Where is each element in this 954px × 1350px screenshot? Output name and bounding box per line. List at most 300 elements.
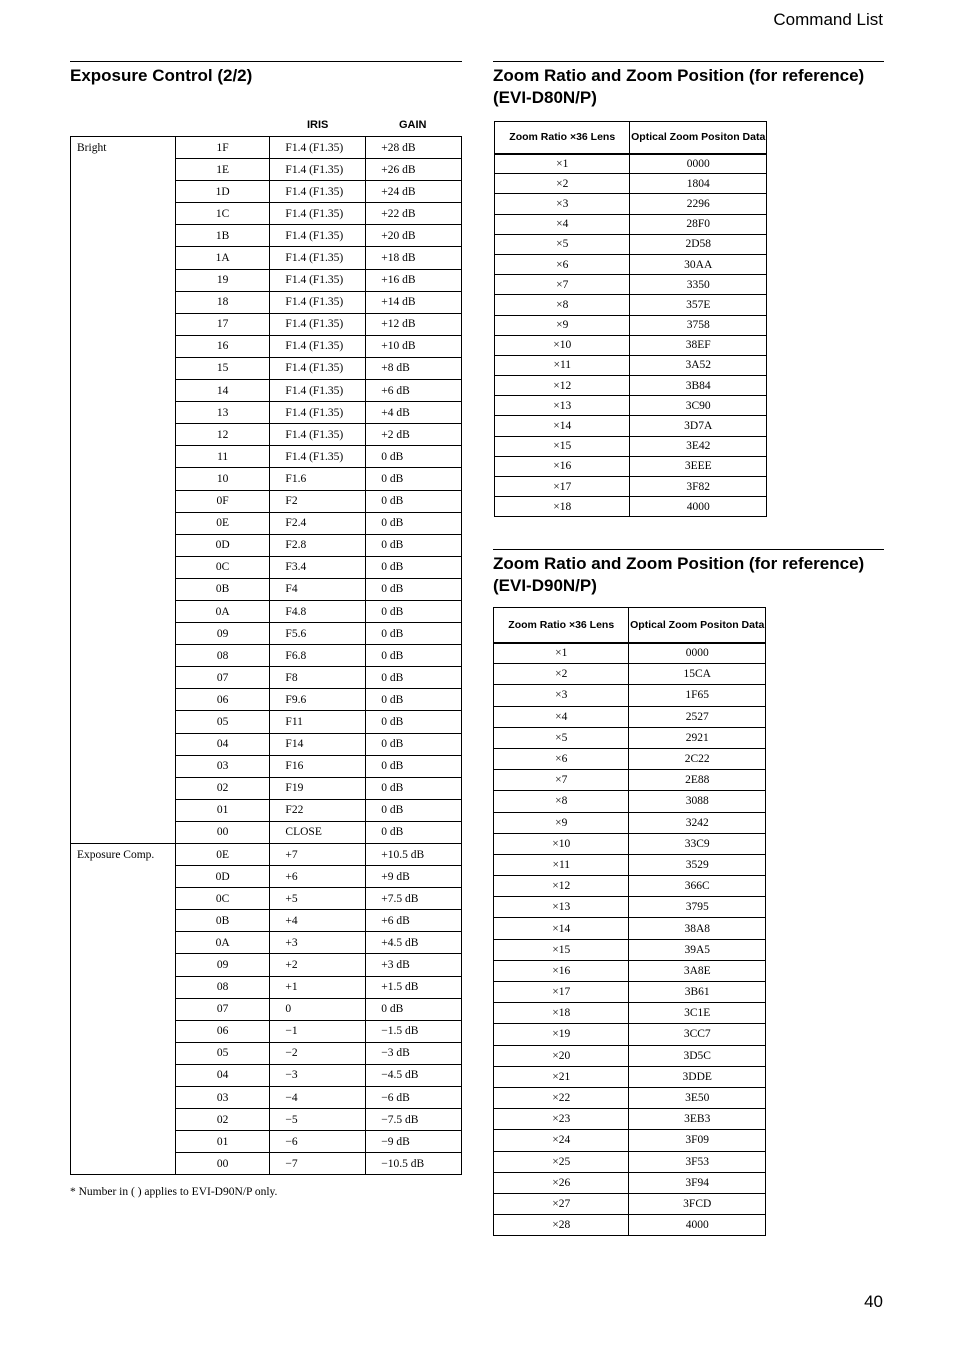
cell-zoom-data: 3F82 bbox=[630, 477, 767, 497]
cell-zoom-ratio: ×1 bbox=[494, 643, 629, 664]
cell-iris: F8 bbox=[270, 667, 366, 689]
cell-gain: 0 dB bbox=[366, 623, 462, 645]
cell-gain: 0 dB bbox=[366, 667, 462, 689]
cell-zoom-data: 4000 bbox=[629, 1215, 766, 1236]
table-row bbox=[494, 643, 766, 664]
cell-code: 07 bbox=[175, 998, 270, 1020]
cell-zoom-data: 357E bbox=[630, 295, 767, 315]
cell-gain: +16 dB bbox=[366, 269, 462, 291]
cell-code: 16 bbox=[175, 335, 270, 357]
group-label: Exposure Comp. bbox=[71, 844, 176, 1175]
table-row bbox=[494, 727, 766, 748]
cell-code: 09 bbox=[175, 954, 270, 976]
cell-code: 11 bbox=[175, 446, 270, 468]
group-label: Bright bbox=[71, 137, 176, 844]
cell-zoom-ratio: ×24 bbox=[494, 1130, 629, 1151]
table-row bbox=[494, 812, 766, 833]
cell-gain: −7.5 dB bbox=[366, 1109, 462, 1131]
table-row bbox=[495, 295, 767, 315]
cell-iris: +6 bbox=[270, 866, 366, 888]
table-row bbox=[71, 844, 462, 866]
table-row bbox=[494, 960, 766, 981]
cell-zoom-data: 3D5C bbox=[629, 1045, 766, 1066]
zoom-d90-section bbox=[493, 549, 884, 597]
cell-iris: F1.6 bbox=[270, 468, 366, 490]
cell-zoom-ratio: ×15 bbox=[495, 436, 630, 456]
cell-code: 0C bbox=[175, 556, 270, 578]
cell-zoom-ratio: ×12 bbox=[494, 876, 629, 897]
cell-zoom-data: 38A8 bbox=[629, 918, 766, 939]
cell-zoom-data: 3795 bbox=[629, 897, 766, 918]
cell-zoom-ratio: ×7 bbox=[494, 770, 629, 791]
cell-zoom-ratio: ×2 bbox=[494, 664, 629, 685]
table-row bbox=[495, 396, 767, 416]
cell-zoom-ratio: ×4 bbox=[494, 706, 629, 727]
table-row bbox=[495, 194, 767, 214]
cell-code: 13 bbox=[175, 402, 270, 424]
cell-zoom-ratio: ×10 bbox=[495, 335, 630, 355]
cell-zoom-ratio: ×4 bbox=[495, 214, 630, 234]
cell-gain: +10.5 dB bbox=[366, 844, 462, 866]
cell-gain: 0 dB bbox=[366, 733, 462, 755]
table-row bbox=[494, 1109, 766, 1130]
cell-zoom-data: 3350 bbox=[630, 275, 767, 295]
cell-zoom-ratio: ×1 bbox=[495, 154, 630, 174]
table-row bbox=[494, 854, 766, 875]
cell-code: 0A bbox=[175, 932, 270, 954]
cell-zoom-ratio: ×13 bbox=[494, 897, 629, 918]
cell-code: 19 bbox=[175, 269, 270, 291]
table-row bbox=[495, 214, 767, 234]
cell-iris: +3 bbox=[270, 932, 366, 954]
cell-zoom-ratio: ×20 bbox=[494, 1045, 629, 1066]
exposure-table bbox=[70, 136, 462, 1175]
table-row bbox=[494, 833, 766, 854]
cell-zoom-data: 1F65 bbox=[629, 685, 766, 706]
table-row bbox=[494, 1066, 766, 1087]
table-row bbox=[495, 416, 767, 436]
cell-zoom-ratio: ×16 bbox=[494, 960, 629, 981]
table-row bbox=[494, 1003, 766, 1024]
exposure-section bbox=[70, 61, 462, 87]
exposure-title: Exposure Control (2/2) bbox=[70, 66, 253, 85]
cell-code: 15 bbox=[175, 357, 270, 379]
cell-iris: F1.4 (F1.35) bbox=[270, 335, 366, 357]
cell-gain: +26 dB bbox=[366, 159, 462, 181]
cell-code: 1A bbox=[175, 247, 270, 269]
cell-code: 0B bbox=[175, 910, 270, 932]
cell-zoom-ratio: ×3 bbox=[495, 194, 630, 214]
cell-iris: −3 bbox=[270, 1064, 366, 1086]
cell-zoom-data: 2C22 bbox=[629, 748, 766, 769]
header-title: Command List bbox=[773, 10, 883, 29]
table-row bbox=[494, 685, 766, 706]
table-row bbox=[494, 1045, 766, 1066]
cell-zoom-data: 1804 bbox=[630, 174, 767, 194]
cell-zoom-ratio: ×21 bbox=[494, 1066, 629, 1087]
cell-zoom-ratio: ×3 bbox=[494, 685, 629, 706]
cell-iris: F1.4 (F1.35) bbox=[270, 380, 366, 402]
cell-zoom-data: 15CA bbox=[629, 664, 766, 685]
table-row bbox=[494, 791, 766, 812]
table-row bbox=[494, 1087, 766, 1108]
cell-gain: 0 dB bbox=[366, 600, 462, 622]
cell-iris: F1.4 (F1.35) bbox=[270, 446, 366, 468]
table-row bbox=[494, 770, 766, 791]
cell-code: 00 bbox=[175, 1153, 270, 1175]
cell-gain: 0 dB bbox=[366, 468, 462, 490]
cell-zoom-data: 2921 bbox=[629, 727, 766, 748]
zoom-d90-table bbox=[493, 607, 766, 1236]
cell-zoom-ratio: ×15 bbox=[494, 939, 629, 960]
footnote: * Number in ( ) applies to EVI-D90N/P only. bbox=[70, 1186, 278, 1198]
cell-iris: −5 bbox=[270, 1109, 366, 1131]
cell-code: 01 bbox=[175, 799, 270, 821]
table-row bbox=[494, 1151, 766, 1172]
cell-zoom-data: 3529 bbox=[629, 854, 766, 875]
table-row bbox=[494, 982, 766, 1003]
cell-gain: 0 dB bbox=[366, 645, 462, 667]
cell-iris: F4 bbox=[270, 578, 366, 600]
cell-iris: F4.8 bbox=[270, 600, 366, 622]
cell-code: 1F bbox=[175, 137, 270, 159]
zoom-d80-section bbox=[493, 61, 884, 109]
table-row bbox=[494, 706, 766, 727]
cell-code: 08 bbox=[175, 976, 270, 998]
cell-iris: +4 bbox=[270, 910, 366, 932]
cell-zoom-ratio: ×5 bbox=[494, 727, 629, 748]
cell-zoom-data: 33C9 bbox=[629, 833, 766, 854]
cell-zoom-ratio: ×8 bbox=[494, 791, 629, 812]
table-row bbox=[495, 254, 767, 274]
cell-gain: +18 dB bbox=[366, 247, 462, 269]
cell-iris: CLOSE bbox=[270, 821, 366, 843]
cell-gain: +1.5 dB bbox=[366, 976, 462, 998]
cell-iris: F1.4 (F1.35) bbox=[270, 159, 366, 181]
table-row bbox=[494, 1215, 766, 1236]
cell-zoom-ratio: ×23 bbox=[494, 1109, 629, 1130]
table-row bbox=[495, 234, 767, 254]
cell-zoom-ratio: ×17 bbox=[494, 982, 629, 1003]
cell-code: 0D bbox=[175, 534, 270, 556]
cell-gain: 0 dB bbox=[366, 556, 462, 578]
cell-zoom-data: 3EEE bbox=[630, 456, 767, 476]
cell-zoom-ratio: ×14 bbox=[495, 416, 630, 436]
cell-zoom-data: 3EB3 bbox=[629, 1109, 766, 1130]
table-row bbox=[494, 897, 766, 918]
table-row bbox=[495, 376, 767, 396]
cell-gain: 0 dB bbox=[366, 490, 462, 512]
table-row bbox=[495, 275, 767, 295]
zoom-d80-col-data: Optical Zoom Positon Data bbox=[630, 122, 767, 154]
cell-zoom-data: 3C90 bbox=[630, 396, 767, 416]
cell-iris: −6 bbox=[270, 1131, 366, 1153]
cell-zoom-ratio: ×11 bbox=[495, 355, 630, 375]
table-row bbox=[494, 939, 766, 960]
cell-iris: F6.8 bbox=[270, 645, 366, 667]
cell-zoom-data: 3E50 bbox=[629, 1087, 766, 1108]
cell-code: 14 bbox=[175, 380, 270, 402]
cell-code: 01 bbox=[175, 1131, 270, 1153]
cell-iris: +2 bbox=[270, 954, 366, 976]
cell-gain: 0 dB bbox=[366, 711, 462, 733]
cell-gain: −10.5 dB bbox=[366, 1153, 462, 1175]
cell-zoom-ratio: ×5 bbox=[495, 234, 630, 254]
cell-zoom-ratio: ×9 bbox=[495, 315, 630, 335]
cell-zoom-data: 3F94 bbox=[629, 1172, 766, 1193]
cell-code: 03 bbox=[175, 755, 270, 777]
cell-gain: +8 dB bbox=[366, 357, 462, 379]
zoom-d90-col-data: Optical Zoom Positon Data bbox=[629, 608, 766, 643]
zoom-d80-table bbox=[494, 121, 767, 517]
cell-iris: −1 bbox=[270, 1020, 366, 1042]
cell-zoom-data: 3CC7 bbox=[629, 1024, 766, 1045]
cell-zoom-ratio: ×2 bbox=[495, 174, 630, 194]
cell-zoom-data: 3DDE bbox=[629, 1066, 766, 1087]
cell-code: 17 bbox=[175, 313, 270, 335]
cell-zoom-data: 3FCD bbox=[629, 1193, 766, 1214]
cell-code: 05 bbox=[175, 1042, 270, 1064]
cell-iris: F1.4 (F1.35) bbox=[270, 137, 366, 159]
cell-zoom-ratio: ×8 bbox=[495, 295, 630, 315]
cell-iris: F14 bbox=[270, 733, 366, 755]
cell-zoom-data: 3C1E bbox=[629, 1003, 766, 1024]
cell-iris: +7 bbox=[270, 844, 366, 866]
cell-gain: 0 dB bbox=[366, 777, 462, 799]
cell-code: 1C bbox=[175, 203, 270, 225]
table-row bbox=[495, 456, 767, 476]
cell-gain: −1.5 dB bbox=[366, 1020, 462, 1042]
cell-iris: +5 bbox=[270, 888, 366, 910]
table-row bbox=[494, 1193, 766, 1214]
table-row bbox=[494, 1130, 766, 1151]
cell-zoom-ratio: ×27 bbox=[494, 1193, 629, 1214]
table-row bbox=[495, 477, 767, 497]
cell-code: 02 bbox=[175, 1109, 270, 1131]
table-row bbox=[495, 315, 767, 335]
cell-zoom-ratio: ×25 bbox=[494, 1151, 629, 1172]
cell-gain: +4 dB bbox=[366, 402, 462, 424]
cell-zoom-ratio: ×18 bbox=[495, 497, 630, 517]
zoom-d90-title: Zoom Ratio and Zoom Position (for reference) (EVI-D90N/P) bbox=[493, 554, 865, 595]
cell-zoom-data: 3B84 bbox=[630, 376, 767, 396]
table-row bbox=[495, 497, 767, 517]
table-row bbox=[494, 1172, 766, 1193]
cell-gain: +3 dB bbox=[366, 954, 462, 976]
cell-zoom-data: 38EF bbox=[630, 335, 767, 355]
table-row bbox=[494, 918, 766, 939]
cell-gain: 0 dB bbox=[366, 998, 462, 1020]
cell-zoom-ratio: ×7 bbox=[495, 275, 630, 295]
zoom-d80-col-ratio: Zoom Ratio ×36 Lens bbox=[495, 122, 630, 154]
cell-code: 09 bbox=[175, 623, 270, 645]
cell-gain: +28 dB bbox=[366, 137, 462, 159]
cell-code: 06 bbox=[175, 689, 270, 711]
cell-zoom-ratio: ×10 bbox=[494, 833, 629, 854]
cell-iris: F1.4 (F1.35) bbox=[270, 203, 366, 225]
cell-gain: +20 dB bbox=[366, 225, 462, 247]
cell-zoom-data: 3F09 bbox=[629, 1130, 766, 1151]
cell-iris: 0 bbox=[270, 998, 366, 1020]
cell-code: 03 bbox=[175, 1087, 270, 1109]
cell-zoom-ratio: ×9 bbox=[494, 812, 629, 833]
cell-zoom-ratio: ×19 bbox=[494, 1024, 629, 1045]
cell-zoom-ratio: ×22 bbox=[494, 1087, 629, 1108]
cell-gain: 0 dB bbox=[366, 446, 462, 468]
table-row bbox=[495, 174, 767, 194]
cell-code: 07 bbox=[175, 667, 270, 689]
table-row bbox=[495, 355, 767, 375]
cell-iris: F16 bbox=[270, 755, 366, 777]
cell-iris: F19 bbox=[270, 777, 366, 799]
table-row bbox=[71, 137, 462, 159]
cell-iris: F1.4 (F1.35) bbox=[270, 269, 366, 291]
col-header-gain: GAIN bbox=[399, 119, 427, 131]
cell-iris: F2 bbox=[270, 490, 366, 512]
cell-zoom-data: 30AA bbox=[630, 254, 767, 274]
cell-zoom-ratio: ×18 bbox=[494, 1003, 629, 1024]
cell-zoom-data: 2296 bbox=[630, 194, 767, 214]
cell-zoom-ratio: ×6 bbox=[495, 254, 630, 274]
cell-zoom-ratio: ×11 bbox=[494, 854, 629, 875]
cell-code: 1D bbox=[175, 181, 270, 203]
cell-gain: 0 dB bbox=[366, 512, 462, 534]
cell-code: 0B bbox=[175, 578, 270, 600]
cell-zoom-ratio: ×13 bbox=[495, 396, 630, 416]
cell-code: 00 bbox=[175, 821, 270, 843]
cell-iris: F5.6 bbox=[270, 623, 366, 645]
cell-gain: −6 dB bbox=[366, 1087, 462, 1109]
col-header-iris: IRIS bbox=[307, 119, 329, 131]
cell-zoom-data: 3B61 bbox=[629, 982, 766, 1003]
table-row bbox=[495, 154, 767, 174]
cell-gain: 0 dB bbox=[366, 578, 462, 600]
cell-iris: F3.4 bbox=[270, 556, 366, 578]
cell-iris: −7 bbox=[270, 1153, 366, 1175]
cell-gain: +2 dB bbox=[366, 424, 462, 446]
cell-zoom-data: 3D7A bbox=[630, 416, 767, 436]
cell-gain: +6 dB bbox=[366, 380, 462, 402]
cell-zoom-data: 2E88 bbox=[629, 770, 766, 791]
cell-code: 0E bbox=[175, 512, 270, 534]
cell-zoom-data: 3758 bbox=[630, 315, 767, 335]
cell-code: 1B bbox=[175, 225, 270, 247]
cell-gain: −9 dB bbox=[366, 1131, 462, 1153]
cell-iris: F1.4 (F1.35) bbox=[270, 291, 366, 313]
cell-zoom-ratio: ×16 bbox=[495, 456, 630, 476]
cell-gain: +22 dB bbox=[366, 203, 462, 225]
cell-gain: 0 dB bbox=[366, 799, 462, 821]
table-row bbox=[494, 1024, 766, 1045]
zoom-d80-title: Zoom Ratio and Zoom Position (for reference) (EVI-D80N/P) bbox=[493, 66, 865, 107]
cell-gain: −3 dB bbox=[366, 1042, 462, 1064]
zoom-d90-col-ratio: Zoom Ratio ×36 Lens bbox=[494, 608, 629, 643]
cell-code: 04 bbox=[175, 733, 270, 755]
cell-zoom-data: 2D58 bbox=[630, 234, 767, 254]
cell-iris: −2 bbox=[270, 1042, 366, 1064]
cell-iris: F1.4 (F1.35) bbox=[270, 357, 366, 379]
cell-iris: F9.6 bbox=[270, 689, 366, 711]
cell-iris: −4 bbox=[270, 1087, 366, 1109]
cell-iris: +1 bbox=[270, 976, 366, 998]
table-row bbox=[494, 748, 766, 769]
cell-iris: F1.4 (F1.35) bbox=[270, 247, 366, 269]
table-row bbox=[494, 876, 766, 897]
cell-iris: F1.4 (F1.35) bbox=[270, 181, 366, 203]
table-row bbox=[494, 664, 766, 685]
cell-code: 0D bbox=[175, 866, 270, 888]
cell-iris: F1.4 (F1.35) bbox=[270, 424, 366, 446]
cell-iris: F1.4 (F1.35) bbox=[270, 402, 366, 424]
cell-gain: +12 dB bbox=[366, 313, 462, 335]
cell-zoom-data: 39A5 bbox=[629, 939, 766, 960]
cell-zoom-ratio: ×12 bbox=[495, 376, 630, 396]
cell-code: 08 bbox=[175, 645, 270, 667]
cell-gain: +14 dB bbox=[366, 291, 462, 313]
cell-gain: 0 dB bbox=[366, 689, 462, 711]
cell-iris: F22 bbox=[270, 799, 366, 821]
cell-gain: +24 dB bbox=[366, 181, 462, 203]
cell-zoom-data: 3A8E bbox=[629, 960, 766, 981]
cell-iris: F2.4 bbox=[270, 512, 366, 534]
cell-code: 1E bbox=[175, 159, 270, 181]
cell-zoom-data: 0000 bbox=[630, 154, 767, 174]
cell-zoom-ratio: ×26 bbox=[494, 1172, 629, 1193]
table-row bbox=[495, 436, 767, 456]
cell-code: 04 bbox=[175, 1064, 270, 1086]
table-row bbox=[495, 335, 767, 355]
cell-iris: F1.4 (F1.35) bbox=[270, 313, 366, 335]
cell-code: 0A bbox=[175, 600, 270, 622]
cell-code: 12 bbox=[175, 424, 270, 446]
cell-zoom-ratio: ×6 bbox=[494, 748, 629, 769]
cell-gain: +10 dB bbox=[366, 335, 462, 357]
cell-gain: 0 dB bbox=[366, 755, 462, 777]
cell-zoom-data: 3E42 bbox=[630, 436, 767, 456]
cell-gain: +9 dB bbox=[366, 866, 462, 888]
cell-gain: −4.5 dB bbox=[366, 1064, 462, 1086]
cell-code: 0F bbox=[175, 490, 270, 512]
cell-gain: +6 dB bbox=[366, 910, 462, 932]
cell-iris: F2.8 bbox=[270, 534, 366, 556]
page-number: 40 bbox=[864, 1292, 883, 1311]
cell-code: 0C bbox=[175, 888, 270, 910]
cell-zoom-data: 366C bbox=[629, 876, 766, 897]
cell-code: 06 bbox=[175, 1020, 270, 1042]
cell-zoom-data: 4000 bbox=[630, 497, 767, 517]
cell-gain: +7.5 dB bbox=[366, 888, 462, 910]
cell-gain: 0 dB bbox=[366, 534, 462, 556]
cell-zoom-data: 3F53 bbox=[629, 1151, 766, 1172]
cell-zoom-ratio: ×28 bbox=[494, 1215, 629, 1236]
cell-iris: F1.4 (F1.35) bbox=[270, 225, 366, 247]
cell-zoom-data: 28F0 bbox=[630, 214, 767, 234]
cell-zoom-data: 3242 bbox=[629, 812, 766, 833]
cell-zoom-ratio: ×14 bbox=[494, 918, 629, 939]
cell-zoom-data: 3A52 bbox=[630, 355, 767, 375]
cell-code: 10 bbox=[175, 468, 270, 490]
cell-gain: 0 dB bbox=[366, 821, 462, 843]
cell-code: 02 bbox=[175, 777, 270, 799]
cell-code: 05 bbox=[175, 711, 270, 733]
cell-zoom-data: 0000 bbox=[629, 643, 766, 664]
cell-zoom-data: 3088 bbox=[629, 791, 766, 812]
cell-iris: F11 bbox=[270, 711, 366, 733]
cell-gain: +4.5 dB bbox=[366, 932, 462, 954]
cell-code: 18 bbox=[175, 291, 270, 313]
cell-code: 0E bbox=[175, 844, 270, 866]
cell-zoom-ratio: ×17 bbox=[495, 477, 630, 497]
